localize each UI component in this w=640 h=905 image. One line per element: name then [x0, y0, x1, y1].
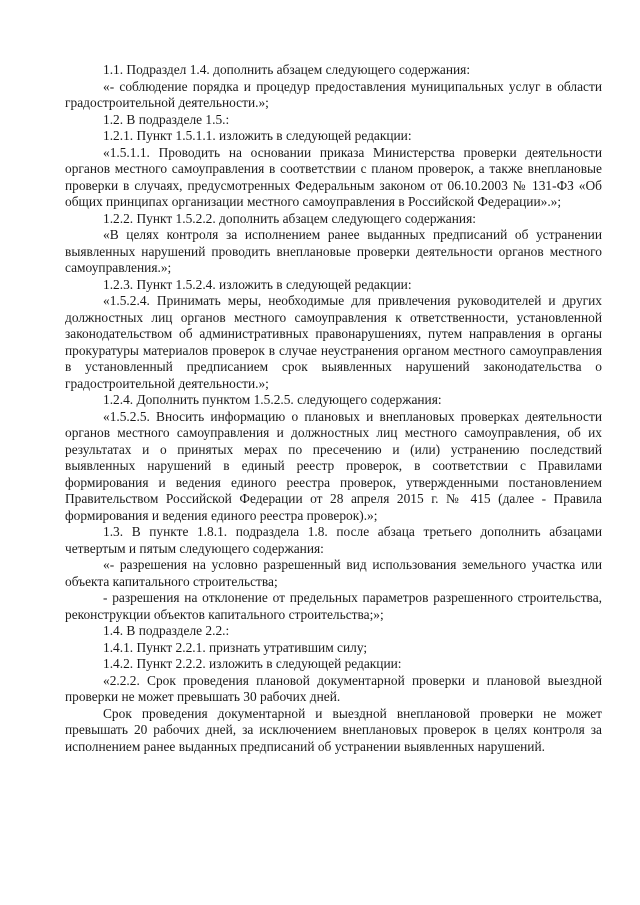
- paragraph-1-3: 1.3. В пункте 1.8.1. подраздела 1.8. после абзаца третьего дополнить абзацами четвертым и пятым следующего содержания:: [65, 524, 602, 556]
- paragraph-1-1: 1.1. Подраздел 1.4. дополнить абзацем следующего содержания:: [103, 62, 471, 77]
- paragraph-1-4-2: 1.4.2. Пункт 2.2.2. изложить в следующей редакции:: [103, 656, 402, 671]
- paragraph-1-3-item-1: «- разрешения на условно разрешенный вид использования земельного участка или объекта капитального строительства;: [65, 557, 602, 589]
- paragraph-1-1-text: «- соблюдение порядка и процедур предоставления муниципальных услуг в области градостроительной деятельности.»;: [65, 78, 602, 110]
- paragraph-1-2-4: 1.2.4. Дополнить пунктом 1.5.2.5. следующего содержания:: [103, 392, 442, 407]
- paragraph-1-4: 1.4. В подразделе 2.2.:: [103, 623, 230, 638]
- paragraph-1-5-2-4: «1.5.2.4. Принимать меры, необходимые для привлечения руководителей и других должностных лиц органов местного самоуправления к ответственности, установленной законодательством об административных правонарушениях, путем направления в органы прокуратуры материалов проверок в случае неустранения органом местного самоуправления в установленный предписанием срок выявленных нарушений законодательства о градостроительной деятельности.»;: [65, 293, 602, 391]
- paragraph-2-2-2: «2.2.2. Срок проведения плановой документарной проверки и плановой выездной проверки не может превышать 30 рабочих дней.: [65, 672, 602, 704]
- paragraph-1-4-1: 1.4.1. Пункт 2.2.1. признать утратившим силу;: [103, 639, 368, 655]
- paragraph-1-5-2-5: «1.5.2.5. Вносить информацию о плановых и внеплановых проверках деятельности органов местного самоуправления и должностных лиц местного самоуправления, об их результатах и о принятых мерах по пресечению и (или) устранению последствий выявленных нарушений в единый реестр проверок, в соответствии с Правилами формирования и ведения единого реестра проверок, утвержденными постановлением Правительством Российской Федерации от 28 апреля 2015 г. № 415 (далее - Правила формирования и ведения единого реестра проверок).»;: [65, 408, 602, 523]
- paragraph-1-2-1: 1.2.1. Пункт 1.5.1.1. изложить в следующей редакции:: [103, 128, 412, 143]
- paragraph-1-2-2-text: «В целях контроля за исполнением ранее выданных предписаний об устранении выявленных нарушений проводить внеплановые проверки деятельности органов местного самоуправления.»;: [65, 227, 602, 275]
- paragraph-1-2-3: 1.2.3. Пункт 1.5.2.4. изложить в следующей редакции:: [103, 276, 412, 292]
- paragraph-1-3-item-2: - разрешения на отклонение от предельных параметров разрешенного строительства, реконструкции объектов капитального строительства;»;: [65, 590, 602, 622]
- paragraph-1-2-2: 1.2.2. Пункт 1.5.2.2. дополнить абзацем следующего содержания:: [103, 210, 476, 226]
- paragraph-1-5-1-1: «1.5.1.1. Проводить на основании приказа Министерства проверки деятельности органов местного самоуправления в соответствии с планом проверок, а также внеплановые проверки в случаях, предусмотренных Федеральным законом от 06.10.2003 № 131-ФЗ «Об общих принципах организации местного самоуправления в Российской Федерации».»;: [65, 144, 602, 209]
- paragraph-2-2-2-continued: Срок проведения документарной и выездной внеплановой проверки не может превышать 20 рабочих дней, за исключением внеплановых проверок в целях контроля за исполнением ранее выданных предписаний об устранении выявленных нарушений.: [65, 705, 602, 754]
- document-page: [65, 62, 602, 755]
- paragraph-1-2: 1.2. В подразделе 1.5.:: [103, 111, 230, 127]
